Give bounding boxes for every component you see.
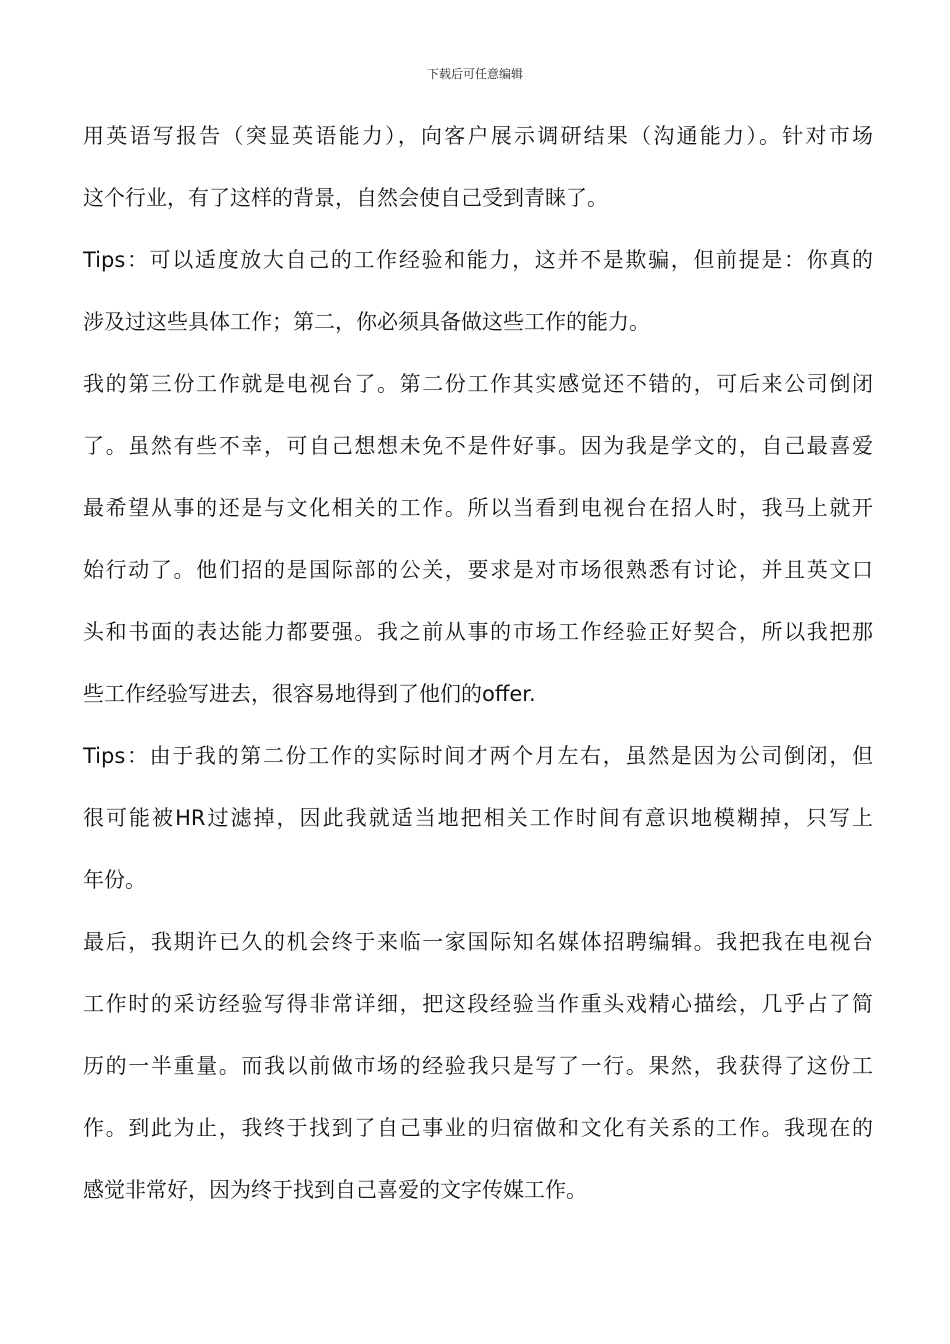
text-line: 感觉非常好，因为终于找到自己喜爱的文字传媒工作。 [83,1178,587,1202]
text-line: 这个行业，有了这样的背景，自然会使自己受到青睐了。 [83,186,608,210]
text-line: 年份。 [83,868,146,892]
text-line: 用英语写报告（突显英语能力），向客户展示调研结果（沟通能力）。针对市场 [83,124,873,148]
text-line: 头和书面的表达能力都要强。我之前从事的市场工作经验正好契合，所以我把那 [83,620,873,644]
text-line: 工作时的采访经验写得非常详细，把这段经验当作重头戏精心描绘，几乎占了简 [83,992,873,1016]
text-line: 了。虽然有些不幸，可自己想想未免不是件好事。因为我是学文的，自己最喜爱 [83,434,873,458]
text-line: Tips：可以适度放大自己的工作经验和能力，这并不是欺骗，但前提是：你真的 [83,248,873,272]
page-header: 下载后可任意编辑 [426,67,523,81]
text-line: 些工作经验写进去，很容易地得到了他们的offer. [83,682,536,706]
text-line: 作。到此为止，我终于找到了自己事业的归宿做和文化有关系的工作。我现在的 [83,1116,873,1140]
text-line: 很可能被HR过滤掉，因此我就适当地把相关工作时间有意识地模糊掉，只写上 [83,806,873,830]
text-line: 最希望从事的还是与文化相关的工作。所以当看到电视台在招人时，我马上就开 [83,496,873,520]
text-line: 涉及过这些具体工作；第二，你必须具备做这些工作的能力。 [83,310,650,334]
text-line: 历的一半重量。而我以前做市场的经验我只是写了一行。果然，我获得了这份工 [83,1054,873,1078]
document-body [83,116,873,1232]
text-line: 最后，我期许已久的机会终于来临一家国际知名媒体招聘编辑。我把我在电视台 [83,930,873,954]
text-line: Tips：由于我的第二份工作的实际时间才两个月左右，虽然是因为公司倒闭，但 [83,744,873,768]
text-line: 始行动了。他们招的是国际部的公关，要求是对市场很熟悉有讨论，并且英文口 [83,558,873,582]
text-line: 我的第三份工作就是电视台了。第二份工作其实感觉还不错的，可后来公司倒闭 [83,372,873,396]
